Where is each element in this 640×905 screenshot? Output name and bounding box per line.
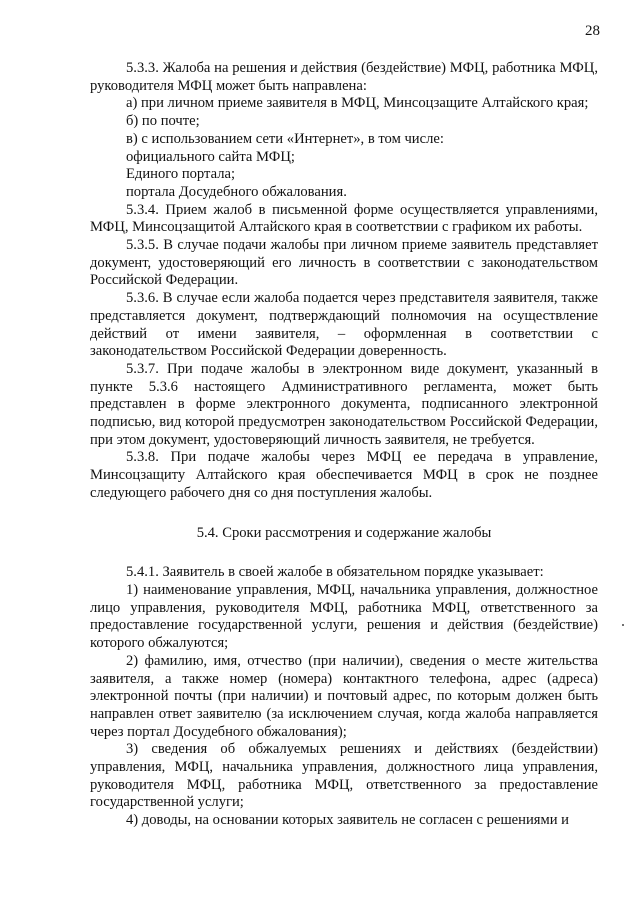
list-item-5-4-1-4: 4) доводы, на основании которых заявитель не согласен с решениями и — [126, 812, 569, 829]
paragraph-5-3-3: 5.3.3. Жалоба на решения и действия (бездействие) МФЦ, работника МФЦ, руководителя МФЦ может быть направлена: — [90, 60, 598, 94]
list-item-5-4-1-3: 3) сведения об обжалуемых решениях и действиях (бездействии) управления, МФЦ, начальника управления, должностного лица управления, руководителя МФЦ, работника МФЦ, ответственного за предоставление государственной услуги; — [90, 741, 598, 811]
paragraph-5-4-1: 5.4.1. Заявитель в своей жалобе в обязательном порядке указывает: — [126, 564, 544, 581]
section-heading-5-4: 5.4. Сроки рассмотрения и содержание жалобы — [196, 524, 492, 541]
paragraph-5-3-6: 5.3.6. В случае если жалоба подается через представителя заявителя, также представляется документ, подтверждающий полномочия на осуществление действий от имени заявителя, – оформленная в соответствии с законодательством Российской Федерации доверенность. — [90, 290, 598, 360]
paragraph-5-3-7: 5.3.7. При подаче жалобы в электронном виде документ, указанный в пункте 5.3.6 настоящего Административного регламента, может быть представлен в форме электронного документа, подписанного электронной подписью, вид которой предусмотрен законодательством Российской Федерации, при этом документ, удостоверяющий личность заявителя, не требуется. — [90, 360, 598, 448]
list-subitem-pretrial-portal: портала Досудебного обжалования. — [126, 183, 347, 200]
paragraph-5-3-8: 5.3.8. При подаче жалобы через МФЦ ее передача в управление, Минсоцзащиту Алтайского края обеспечивается МФЦ в срок не позднее следующего рабочего дня со дня поступления жалобы. — [90, 449, 598, 501]
list-item-5-4-1-2: 2) фамилию, имя, отчество (при наличии), сведения о месте жительства заявителя, а также номер (номера) контактного телефона, адрес (адреса) электронной почты (при наличии) и почтовый адрес, по которым должен быть направлен ответ заявителю (за исключением случая, когда жалоба направляется через портал Досудебного обжалования); — [90, 652, 598, 740]
document-body — [90, 60, 598, 830]
list-item-5-4-1-1: 1) наименование управления, МФЦ, начальника управления, должностное лицо управления, руководителя МФЦ, работника МФЦ, ответственного за предоставление государственной услуги, решения и действия (бездействие) которого обжалуются; — [90, 581, 598, 652]
list-subitem-official-site: официального сайта МФЦ; — [126, 148, 295, 165]
list-item-5-3-3-b: б) по почте; — [126, 113, 200, 130]
scan-speck — [622, 624, 624, 626]
paragraph-5-3-4: 5.3.4. Прием жалоб в письменной форме осуществляется управлениями, МФЦ, Минсоцзащитой Алтайского края в соответствии с графиком их работы. — [90, 201, 598, 236]
list-item-5-3-3-v: в) с использованием сети «Интернет», в том числе: — [126, 130, 444, 147]
list-item-5-3-3-a: а) при личном приеме заявителя в МФЦ, Минсоцзащите Алтайского края; — [126, 95, 589, 112]
list-subitem-single-portal: Единого портала; — [126, 166, 236, 183]
page-number: 28 — [585, 23, 600, 39]
paragraph-5-3-5: 5.3.5. В случае подачи жалобы при личном приеме заявитель представляет документ, удостоверяющий его личность в соответствии с законодательством Российской Федерации. — [90, 237, 598, 289]
